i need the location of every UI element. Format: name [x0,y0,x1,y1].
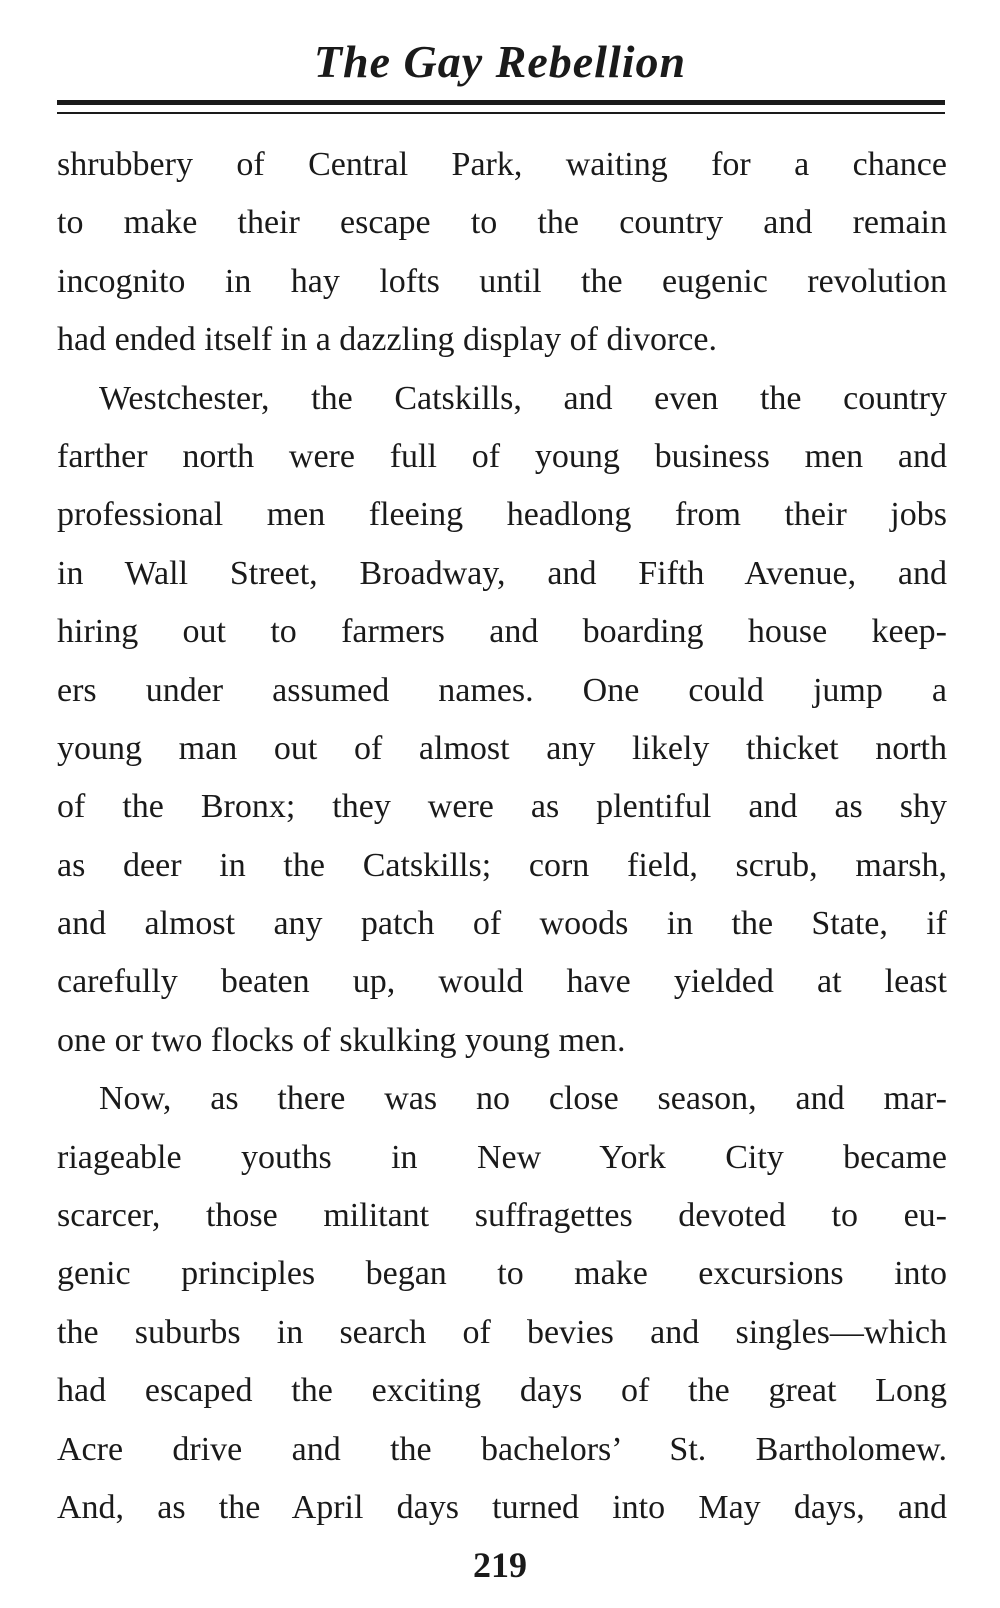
text-line: in Wall Street, Broadway, and Fifth Avenue, and [57,554,947,592]
text-line: carefully beaten up, would have yielded at least [57,963,947,1001]
text-line: shrubbery of Central Park, waiting for a chance [57,146,947,183]
text-line: had ended itself in a dazzling display of divorce. [57,321,717,359]
text-line: And, as the April days turned into May days, and [57,1488,947,1526]
text-line: Westchester, the Catskills, and even the country [99,379,947,417]
text-line: Acre drive and the bachelors’ St. Bartholomew. [57,1430,947,1468]
text-line: the suburbs in search of bevies and singles—which [57,1313,947,1351]
text-line: of the Bronx; they were as plentiful and as shy [57,788,947,826]
running-head: The Gay Rebellion [313,36,687,87]
text-line: Now, as there was no close season, and mar- [99,1080,947,1118]
text-line: and almost any patch of woods in the State, if [57,905,947,943]
text-line: ers under assumed names. One could jump a [57,671,947,709]
text-line: genic principles began to make excursions into [57,1255,947,1293]
text-line: as deer in the Catskills; corn field, scrub, marsh, [57,846,947,884]
text-line: to make their escape to the country and remain [57,204,947,242]
text-line: one or two flocks of skulking young men. [57,1021,626,1059]
header-rule-thick [57,100,945,105]
text-line: hiring out to farmers and boarding house keep- [57,613,947,651]
page-number: 219 [473,1545,527,1585]
text-line: incognito in hay lofts until the eugenic revolution [57,262,947,300]
text-line: scarcer, those militant suffragettes devoted to eu- [57,1197,947,1235]
text-line: young man out of almost any likely thicket north [57,729,947,767]
text-line: farther north were full of young business men and [57,437,947,475]
text-line: riageable youths in New York City became [57,1138,947,1176]
body-text [57,136,947,1537]
text-line: had escaped the exciting days of the great Long [57,1372,947,1410]
header-rule-thin [57,112,945,114]
text-line: professional men fleeing headlong from their jobs [57,496,947,534]
